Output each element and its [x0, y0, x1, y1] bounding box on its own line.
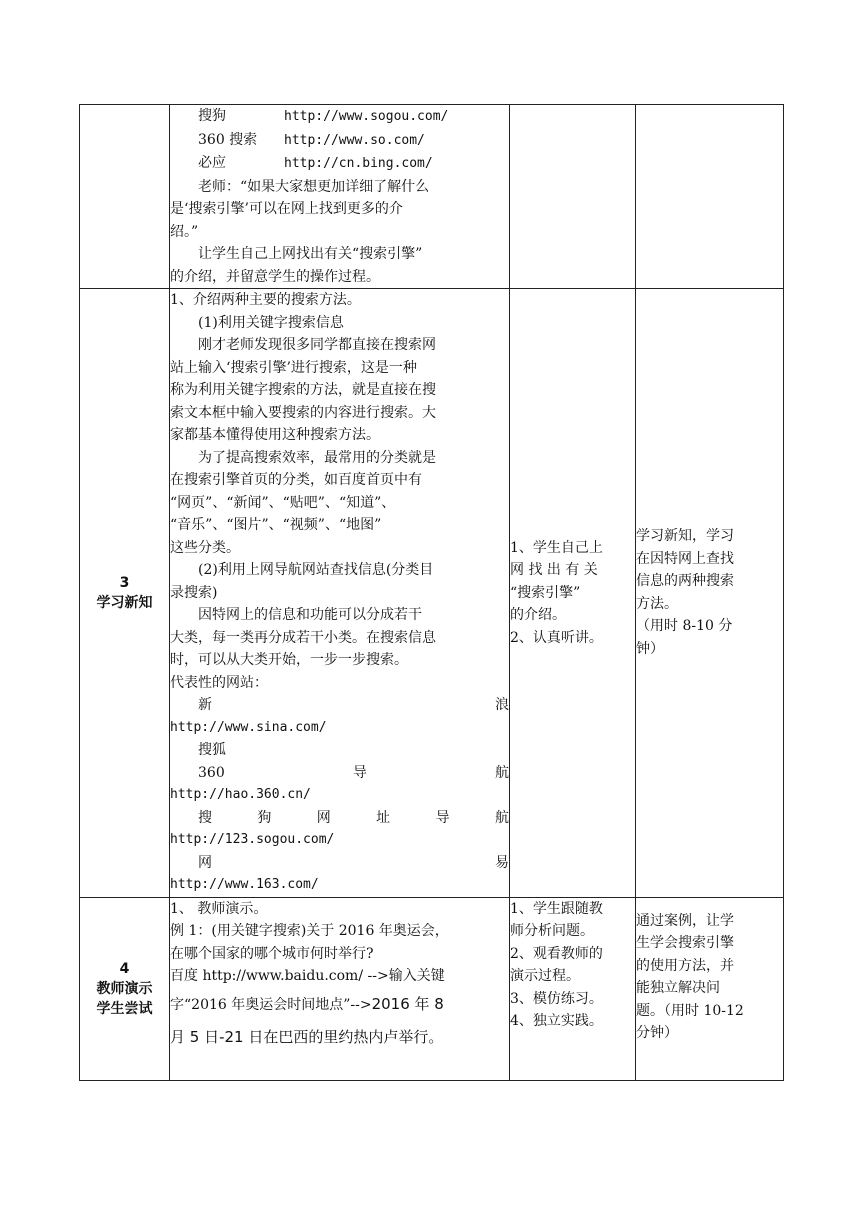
student-cell: [510, 897, 636, 1080]
text-line: 代表性的网站：: [170, 674, 268, 691]
text-line: 1、学生自己上: [510, 539, 603, 556]
site-line-sogou-nav: [170, 807, 509, 830]
text-line: 称为利用关键字搜索的方法，就是直接在搜: [170, 382, 436, 398]
intent-cell: [636, 289, 784, 898]
site-name-part: 搜: [198, 809, 212, 826]
content-cell: [170, 105, 510, 289]
stage-title: 学习新知: [96, 594, 153, 611]
site-name-part: 航: [494, 809, 509, 826]
site-name-part: 360: [198, 764, 225, 781]
text-line: 1、学生跟随教: [510, 900, 603, 917]
site-name: 搜狗: [198, 108, 226, 124]
text-line: (2)利用上网导航网站查找信息(分类目: [198, 562, 434, 578]
text-line: 学习新知，学习: [636, 528, 734, 545]
text-line: 录搜索): [170, 584, 218, 601]
content-cell: [170, 897, 510, 1080]
text-line: 1、介绍两种主要的搜索方法。: [170, 292, 361, 308]
text-line: 让学生自己上网找出有关“搜索引擎”: [198, 246, 423, 262]
text-line: 1、 教师演示。: [170, 900, 268, 917]
stage-title: 学生尝试: [96, 1000, 153, 1017]
site-url: http://cn.bing.com/: [284, 156, 433, 171]
site-name-part: 导: [352, 764, 367, 781]
text-line: “音乐”、“图片”、“视频”、“地图”: [170, 517, 382, 533]
site-name-part: 新: [198, 697, 212, 713]
site-name-part: 航: [494, 764, 509, 781]
site-url: http://www.sogou.com/: [284, 109, 449, 124]
site-name-part: 狗: [257, 809, 272, 826]
site-name-part: 网: [316, 809, 331, 826]
text-line: （用时 8-10 分: [636, 618, 733, 635]
site-line-bing: [170, 152, 509, 176]
site-url: http://123.sogou.com/: [170, 832, 335, 847]
text-line: 通过案例，让学: [636, 912, 734, 929]
site-url: http://www.163.com/: [170, 877, 319, 892]
text-line: 家都基本懂得使用这种搜索方法。: [170, 427, 380, 443]
stage-cell: [80, 897, 170, 1080]
text-line: 的使用方法，并: [636, 957, 734, 974]
text-span: 2016 年 8: [371, 994, 444, 1013]
text-line: 时，可以从大类开始，一步一步搜索。: [170, 652, 408, 668]
site-name-part: 易: [495, 854, 509, 871]
site-url: http://www.so.com/: [284, 132, 425, 148]
text-line: 2、认真听讲。: [510, 629, 603, 646]
table-row: [80, 105, 784, 289]
text-line: 百度 http://www.baidu.com/ -->输入关键: [170, 968, 445, 984]
text-line: (1)利用关键字搜索信息: [198, 314, 344, 331]
text-line: 信息的两种搜索: [636, 573, 734, 590]
site-name-part: 址: [376, 809, 391, 826]
text-line: 月 5 日-21 日在巴西的里约热内卢举行。: [170, 1027, 444, 1046]
table-row: [80, 897, 784, 1080]
text-line: 是‘搜索引擎’可以在网上找到更多的介: [170, 201, 403, 217]
text-line: “搜索引擎”: [510, 584, 581, 601]
text-line: 站上输入‘搜索引擎’进行搜索，这是一种: [170, 359, 417, 376]
table-row: [80, 289, 784, 898]
text-line: 生学会搜索引擎: [636, 935, 734, 951]
text-line: 刚才老师发现很多同学都直接在搜索网: [198, 337, 436, 353]
site-url: http://www.sina.com/: [170, 719, 327, 735]
student-cell: [510, 289, 636, 898]
text-line: 为了提高搜索效率，最常用的分类就是: [198, 449, 436, 466]
site-url: http://hao.360.cn/: [170, 787, 311, 802]
site-name-part: 网: [198, 854, 212, 871]
text-line: 的介绍，并留意学生的操作过程。: [170, 268, 380, 285]
site-line-sina: [170, 694, 509, 717]
site-line-netease: [170, 852, 509, 875]
text-line: 例 1：(用关键字搜索)关于 2016 年奥运会，: [170, 923, 449, 939]
text-line: 大类，每一类再分成若干小类。在搜索信息: [170, 629, 436, 646]
site-line-360: [170, 129, 509, 153]
text-line: 在搜索引擎首页的分类，如百度首页中有: [170, 472, 422, 488]
stage-cell: [80, 289, 170, 898]
text-line: 能独立解决问: [636, 980, 720, 996]
text-line: [170, 988, 509, 1021]
text-line: 题。（用时 10-12: [636, 1002, 744, 1019]
text-line: 绍。”: [170, 223, 199, 240]
stage-number: 3: [119, 574, 130, 591]
text-line: 方法。: [636, 595, 678, 612]
text-line: 因特网上的信息和功能可以分成若干: [198, 607, 422, 623]
stage-title: 教师演示: [96, 980, 153, 997]
intent-cell: [636, 897, 784, 1080]
text-line: 在因特网上查找: [636, 550, 734, 567]
lesson-plan-table: [79, 104, 784, 1081]
text-line: 的介绍。: [510, 607, 566, 623]
intent-cell: [636, 105, 784, 289]
text-line: 这些分类。: [170, 539, 240, 556]
text-line: 师分析问题。: [510, 923, 594, 939]
site-name-part: 浪: [495, 697, 509, 713]
text-line: 老师：“如果大家想更加详细了解什么: [198, 178, 430, 195]
text-line: 4、独立实践。: [510, 1013, 603, 1029]
site-name-part: 导: [435, 809, 450, 826]
text-line: 分钟）: [636, 1025, 678, 1041]
site-line-sogou: [170, 105, 509, 129]
text-span: 字“2016 年奥运会时间地点”-->: [170, 996, 372, 1013]
site-name: 360 搜索: [198, 131, 258, 148]
stage-cell: [80, 105, 170, 289]
content-cell: [170, 289, 510, 898]
text-line: 3、模仿练习。: [510, 990, 603, 1007]
text-line: “网页”、“新闻”、“贴吧”、“知道”、: [170, 494, 396, 511]
stage-number: 4: [119, 960, 130, 977]
site-name: 必应: [198, 155, 226, 171]
student-cell: [510, 105, 636, 289]
text-line: 钟）: [636, 640, 664, 657]
text-line: 网 找 出 有 关: [510, 562, 598, 578]
text-line: 2、观看教师的: [510, 945, 603, 962]
text-line: 演示过程。: [510, 968, 580, 984]
text-line: 在哪个国家的哪个城市何时举行?: [170, 945, 374, 962]
text-line: 索文本框中输入要搜索的内容进行搜索。大: [170, 404, 436, 421]
site-name: 搜狐: [198, 742, 226, 758]
site-line-360nav: [170, 762, 509, 785]
